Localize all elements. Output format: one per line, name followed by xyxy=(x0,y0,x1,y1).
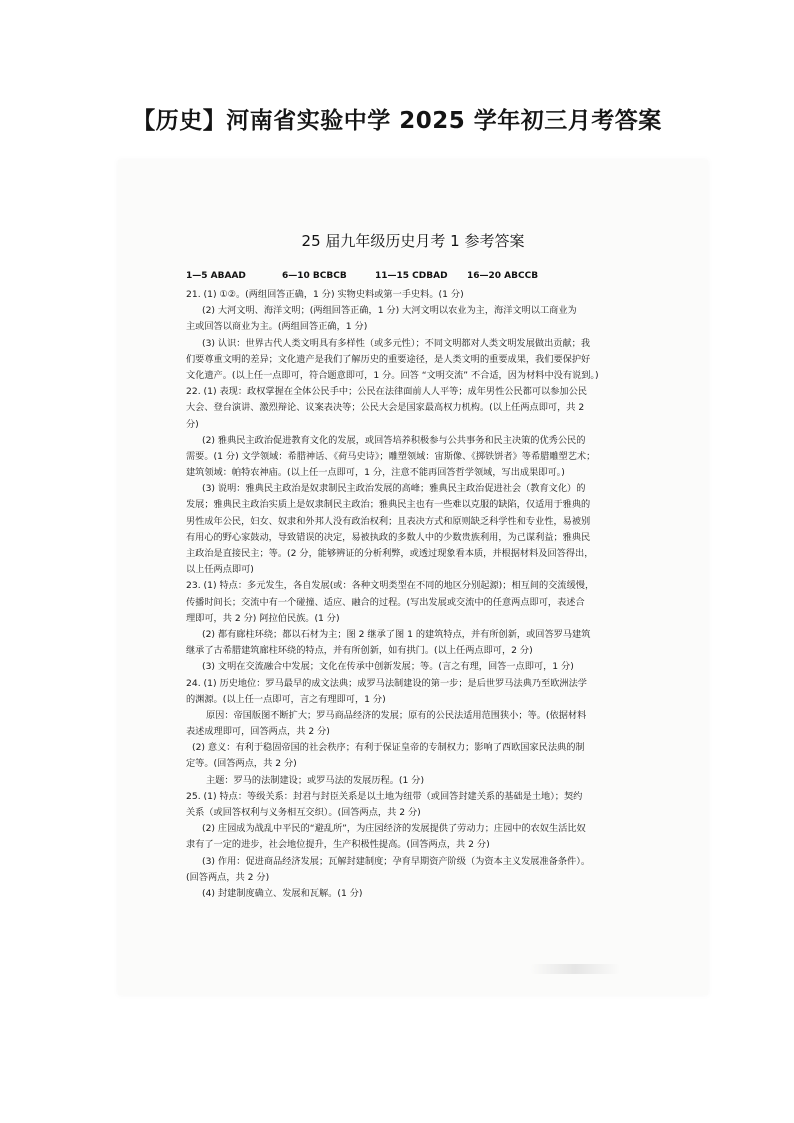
choice-answer-key xyxy=(186,271,538,281)
answer-line: 表述成理即可，回答两点，共 2 分) xyxy=(186,726,330,738)
answer-line: 定等。(回答两点，共 2 分) xyxy=(186,758,297,770)
choice-answers-16-20: 16—20 ABCCB xyxy=(467,271,539,281)
answer-line: 发展；雅典民主政治实质上是奴隶制民主政治；雅典民主也有一些难以克服的缺陷，仅适用于雅典的 xyxy=(186,499,591,511)
scanned-answer-sheet xyxy=(118,160,708,995)
answer-line: (3) 说明：雅典民主政治是奴隶制民主政治发展的高峰；雅典民主政治促进社会（教育文化）的 xyxy=(202,483,586,495)
answer-line: (2) 雅典民主政治促进教育文化的发展，或回答培养积极参与公共事务和民主决策的优秀公民的 xyxy=(202,434,586,446)
choice-answers-11-15: 11—15 CDBAD xyxy=(375,271,448,281)
answer-line: 隶有了一定的进步，社会地位提升，生产积极性提高。(回答两点，共 2 分) xyxy=(186,839,490,851)
answer-line: 主题：罗马的法制建设；或罗马法的发展历程。(1 分) xyxy=(206,774,425,786)
answer-line: 主或回答以商业为主。(两组回答正确，1 分) xyxy=(186,321,368,333)
answer-line: 原因：帝国版图不断扩大；罗马商品经济的发展；原有的公民法适用范围狭小；等。(依据材料 xyxy=(206,709,587,721)
answer-line: (3) 文明在交流融合中发展；文化在传承中创新发展；等。(言之有理，回答一点即可，1 分) xyxy=(202,661,574,673)
answer-line: 继承了古希腊建筑廊柱环绕的特点，并有所创新，如有拱门。(以上任两点即可，2 分) xyxy=(186,645,533,657)
answer-line: 24. (1) 历史地位：罗马最早的成文法典；成罗马法制建设的第一步；是后世罗马法典乃至欧洲法学 xyxy=(186,677,587,689)
answer-line: 25. (1) 特点：等级关系：封君与封臣关系是以土地为纽带（或回答封建关系的基础是土地）；契约 xyxy=(186,790,583,802)
answer-line: 以上任两点即可) xyxy=(186,564,254,576)
answer-line: 建筑领域：帕特农神庙。(以上任一点即可，1 分，注意不能再回答哲学领域，写出成果即可。) xyxy=(186,467,565,479)
choice-answers-1-5: 1—5 ABAAD xyxy=(186,271,246,281)
answer-line: (3) 认识：世界古代人类文明具有多样性（或多元性）；不同文明都对人类文明发展做出贡献；我 xyxy=(202,337,591,349)
document-title: 25 届九年级历史月考 1 参考答案 xyxy=(301,232,525,250)
answer-line: 需要。(1 分) 文学领域：希腊神话、《荷马史诗》；雕塑领域：宙斯像、《掷铁饼者》等希腊雕塑艺术； xyxy=(186,450,596,462)
answer-line: 大会、登台演讲、激烈辩论、议案表决等；公民大会是国家最高权力机构。(以上任两点即可，共 2 xyxy=(186,402,585,414)
answer-line: 21. (1) ①②。(两组回答正确，1 分) 实物史料或第一手史料。(1 分) xyxy=(186,289,464,300)
answer-line: (2) 意义：有利于稳固帝国的社会秩序；有利于保证皇帝的专制权力；影响了西欧国家民法典的制 xyxy=(192,742,585,754)
answer-line: (2) 都有廊柱环绕；都以石材为主；图 2 继承了图 1 的建筑特点，并有所创新，或回答罗马建筑 xyxy=(202,628,591,640)
answer-line: 传播时间长；交流中有一个碰撞、适应、融合的过程。(写出发展或交流中的任意两点即可，表述合 xyxy=(186,596,585,608)
answer-line: (4) 封建制度确立、发展和瓦解。(1 分) xyxy=(202,887,363,899)
page-title: 【历史】河南省实验中学 2025 学年初三月考答案 xyxy=(132,108,662,134)
answer-line: 主政治是直接民主；等。(2 分，能够辨证的分析利弊，或透过现象看本质，并根据材料及回答得出， xyxy=(186,548,594,559)
answer-line: (2) 庄园成为战乱中平民的“避乱所”，为庄园经济的发展提供了劳动力；庄园中的农奴生活比奴 xyxy=(202,823,586,835)
answer-line: (3) 作用：促进商品经济发展；瓦解封建制度；孕育早期资产阶级（为资本主义发展准备条件）。 xyxy=(202,855,591,867)
faint-watermark xyxy=(530,964,620,974)
choice-answers-6-10: 6—10 BCBCB xyxy=(282,271,347,281)
answer-line: 男性成年公民，妇女、奴隶和外邦人没有政治权利；且表决方式和原则缺乏科学性和专业性，易被别 xyxy=(186,515,591,527)
answer-line: 分) xyxy=(186,418,199,430)
answer-line: 关系（或回答权利与义务相互交织）。(回答两点，共 2 分) xyxy=(186,807,421,818)
answer-line: 们要尊重文明的差异；文化遗产是我们了解历史的重要途径，是人类文明的重要成果，我们要保护好 xyxy=(186,353,591,365)
answer-line: 文化遗产。(以上任一点即可，符合题意即可，1 分。回答 “文明交流” 不合适，因为材料中没有说到。) xyxy=(186,369,599,381)
answer-line: (2) 大河文明、海洋文明；(两组回答正确，1 分) 大河文明以农业为主，海洋文明以工商业为 xyxy=(202,305,577,317)
answer-line: 的渊源。(以上任一点即可，言之有理即可，1 分) xyxy=(186,693,386,705)
answer-line: (回答两点，共 2 分) xyxy=(186,871,270,883)
answer-line: 有用心的野心家鼓动，导致错误的决定，易被执政的多数人中的少数贵族利用，为己谋利益；雅典民 xyxy=(186,531,591,543)
answer-line: 22. (1) 表现：政权掌握在全体公民手中；公民在法律面前人人平等；成年男性公民都可以参加公民 xyxy=(186,386,587,398)
answer-text-block xyxy=(186,287,646,902)
answer-line: 理即可，共 2 分) 阿拉伯民族。(1 分) xyxy=(186,612,340,624)
answer-line: 23. (1) 特点：多元发生，各自发展(或：各种文明类型在不同的地区分别起源)；相互间的交流缓慢， xyxy=(186,580,595,592)
